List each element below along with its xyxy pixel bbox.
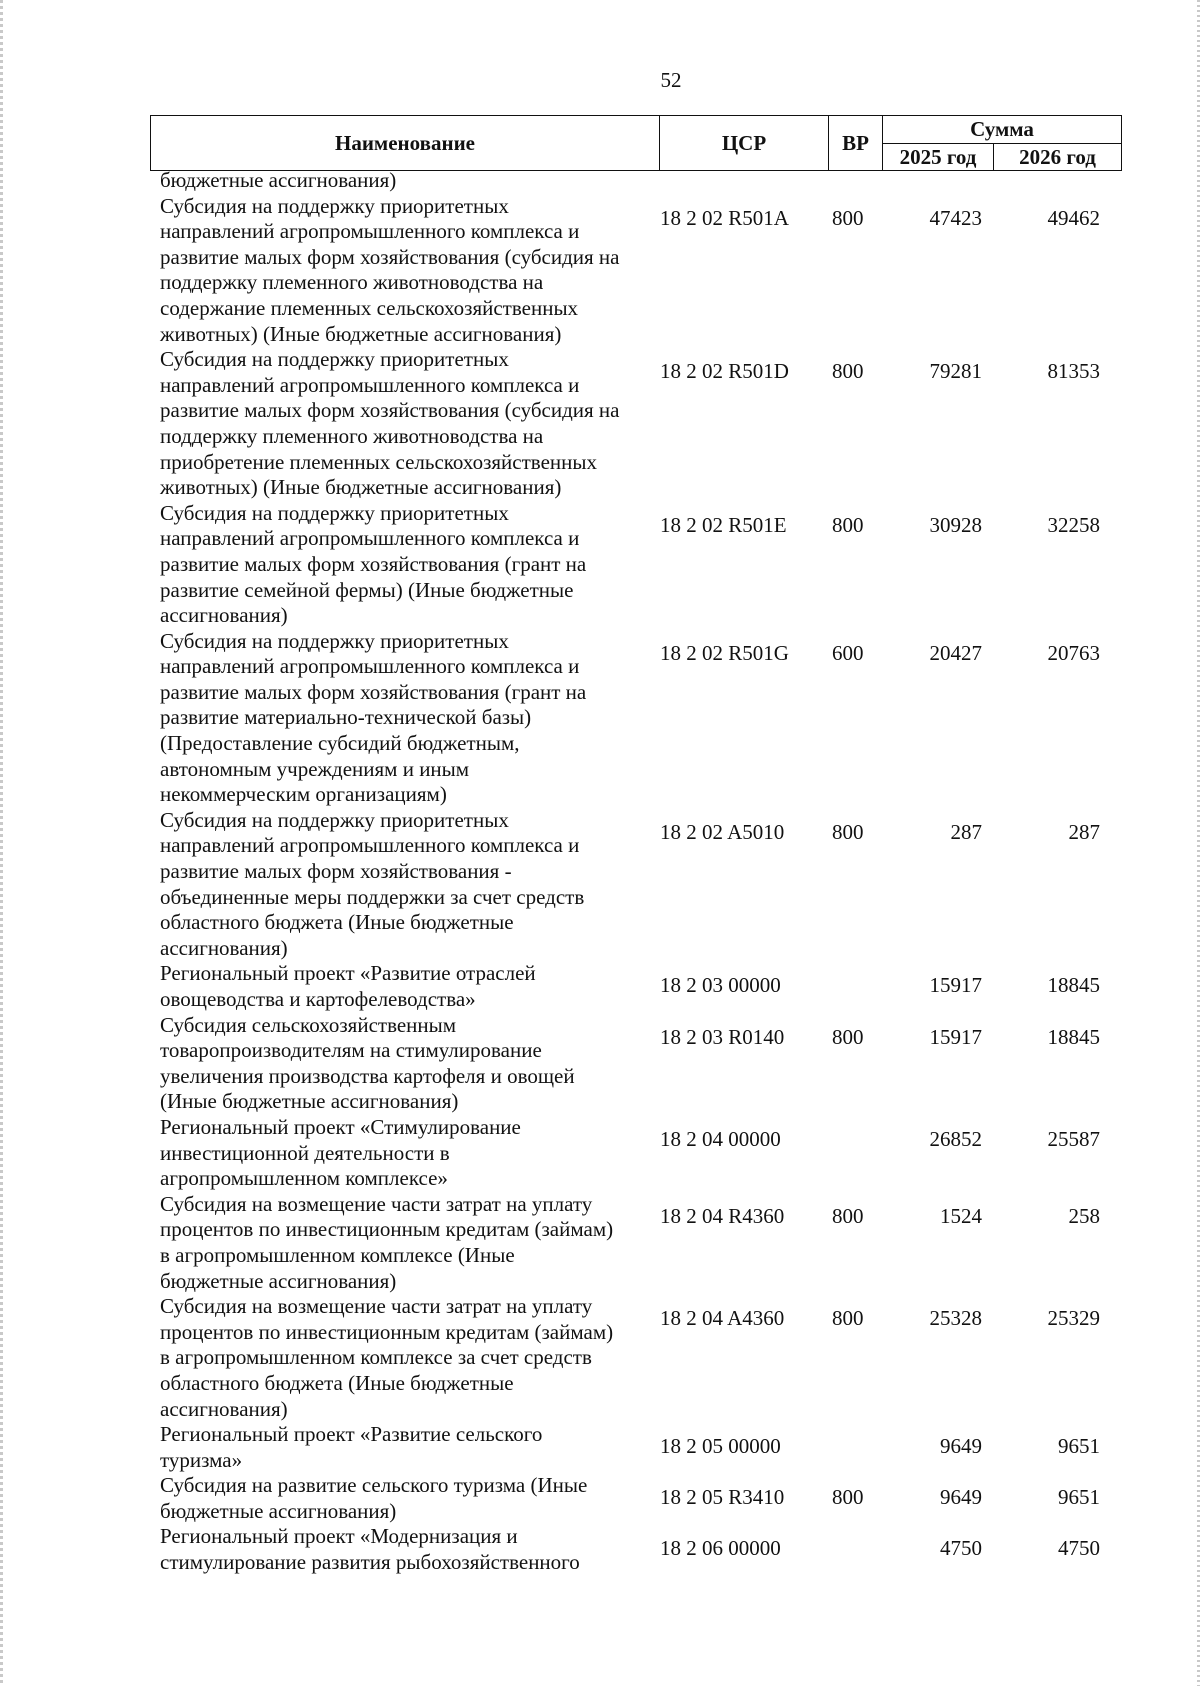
table-row <box>150 961 1120 1012</box>
row-amount-2026: 20763 <box>1047 640 1100 665</box>
row-amount-2025: 287 <box>950 819 982 844</box>
table-row <box>150 808 1120 962</box>
row-amount-2025: 25328 <box>929 1306 982 1331</box>
row-amount-2025: 15917 <box>929 1024 982 1049</box>
row-amount-2025: 9649 <box>940 1434 982 1459</box>
table-row <box>150 1013 1120 1115</box>
row-name: Региональный проект «Развитие отраслей овощеводства и картофелеводства» <box>160 961 536 1011</box>
table-row <box>150 1192 1120 1294</box>
row-amount-2025: 4750 <box>940 1536 982 1561</box>
row-amount-2026: 49462 <box>1047 205 1100 230</box>
row-vr-code <box>826 1524 876 1536</box>
row-vr-code <box>826 1422 876 1434</box>
row-amount-2026: 9651 <box>1058 1485 1100 1510</box>
row-csr-code: 18 2 04 R4360 <box>660 1203 785 1228</box>
row-amount-2025: 79281 <box>929 359 982 384</box>
row-csr-code: 18 2 05 R3410 <box>660 1485 785 1510</box>
continued-text: бюджетные ассигнования) <box>160 168 397 192</box>
row-amount-2026: 287 <box>1068 819 1100 844</box>
header-sum: Сумма <box>883 116 1122 144</box>
row-vr-code: 600 <box>832 640 864 665</box>
row-name: Субсидия на поддержку приоритетных направлений агропромышленного комплекса и развитие малых форм хозяйствования (грант на развитие материально-технической базы) (Предоставление субсидий бюджетным, автономным учреждениям и иным некоммерческим организациям) <box>160 628 587 807</box>
table-row <box>150 1473 1120 1524</box>
page-number: 52 <box>660 68 682 92</box>
row-name: Субсидия на развитие сельского туризма (Иные бюджетные ассигнования) <box>160 1473 588 1523</box>
row-name: Субсидия на поддержку приоритетных направлений агропромышленного комплекса и развитие малых форм хозяйствования (субсидия на поддержку племенного животноводства на содержание племенных сельскохозяйственных животных) (Иные бюджетные ассигнования) <box>160 193 620 346</box>
row-amount-2025: 1524 <box>940 1203 982 1228</box>
row-amount-2026: 9651 <box>1058 1434 1100 1459</box>
header-csr: ЦСР <box>660 116 829 171</box>
row-csr-code: 18 2 04 00000 <box>660 1126 781 1151</box>
row-name: Субсидия на поддержку приоритетных направлений агропромышленного комплекса и развитие малых форм хозяйствования (субсидия на поддержку племенного животноводства на приобретение племенных сельскохозяйственных животных) (Иные бюджетные ассигнования) <box>160 347 620 500</box>
table-row <box>150 1524 1120 1575</box>
row-vr-code: 800 <box>832 512 864 537</box>
row-csr-code: 18 2 04 A4360 <box>660 1306 785 1331</box>
row-amount-2026: 18845 <box>1047 1024 1100 1049</box>
row-vr-code: 800 <box>832 1203 864 1228</box>
row-vr-code: 800 <box>832 1485 864 1510</box>
row-csr-code: 18 2 03 R0140 <box>660 1024 785 1049</box>
table-row <box>150 629 1120 808</box>
row-csr-code: 18 2 02 R501A <box>660 205 789 230</box>
row-amount-2025: 9649 <box>940 1485 982 1510</box>
table-body <box>150 168 1120 1576</box>
row-amount-2026: 25587 <box>1047 1126 1100 1151</box>
row-csr-code: 18 2 03 00000 <box>660 973 781 998</box>
row-amount-2026: 18845 <box>1047 973 1100 998</box>
row-name: Региональный проект «Модернизация и стимулирование развития рыбохозяйственного <box>160 1524 580 1575</box>
row-amount-2025: 15917 <box>929 973 982 998</box>
row-csr-code: 18 2 05 00000 <box>660 1434 781 1459</box>
row-csr-code: 18 2 02 A5010 <box>660 819 785 844</box>
row-vr-code <box>826 1115 876 1127</box>
row-name: Субсидия сельскохозяйственным товаропроизводителям на стимулирование увеличения производства картофеля и овощей (Иные бюджетные ассигнования) <box>160 1012 575 1114</box>
row-csr-code: 18 2 06 00000 <box>660 1536 781 1561</box>
table-row <box>150 1422 1120 1473</box>
row-name: Субсидия на поддержку приоритетных направлений агропромышленного комплекса и развитие малых форм хозяйствования - объединенные меры поддержки за счет средств областного бюджета (Иные бюджетные ассигнования) <box>160 807 585 960</box>
scan-edge-left <box>0 0 3 1686</box>
row-amount-2026: 258 <box>1068 1203 1100 1228</box>
row-name: Субсидия на поддержку приоритетных направлений агропромышленного комплекса и развитие малых форм хозяйствования (грант на развитие семейной фермы) (Иные бюджетные ассигнования) <box>160 500 587 628</box>
row-amount-2025: 47423 <box>929 205 982 230</box>
table-row <box>150 501 1120 629</box>
row-vr-code: 800 <box>832 359 864 384</box>
table-row <box>150 194 1120 348</box>
row-amount-2026: 32258 <box>1047 512 1100 537</box>
row-amount-2026: 25329 <box>1047 1306 1100 1331</box>
header-name: Наименование <box>151 116 660 171</box>
table-row <box>150 347 1120 501</box>
row-name: Субсидия на возмещение части затрат на уплату процентов по инвестиционным кредитам (займам) в агропромышленном комплексе за счет средств областного бюджета (Иные бюджетные ассигнования) <box>160 1294 614 1421</box>
row-vr-code: 800 <box>832 819 864 844</box>
row-amount-2026: 81353 <box>1047 359 1100 384</box>
row-vr-code <box>826 961 876 973</box>
row-amount-2025: 20427 <box>929 640 982 665</box>
row-amount-2025: 26852 <box>929 1126 982 1151</box>
row-name: Субсидия на возмещение части затрат на уплату процентов по инвестиционным кредитам (займам) в агропромышленном комплексе (Иные бюджетные ассигнования) <box>160 1191 614 1293</box>
table-row <box>150 1294 1120 1422</box>
row-csr-code: 18 2 02 R501E <box>660 512 787 537</box>
header-year-2025: 2025 год <box>883 144 994 171</box>
header-year-2026: 2026 год <box>994 144 1122 171</box>
header-vr: ВР <box>829 116 883 171</box>
row-amount-2025: 30928 <box>929 512 982 537</box>
row-amount-2026: 4750 <box>1058 1536 1100 1561</box>
table-row <box>150 1115 1120 1192</box>
row-name: Региональный проект «Развитие сельского туризма» <box>160 1422 543 1472</box>
row-vr-code: 800 <box>832 205 864 230</box>
row-vr-code: 800 <box>832 1024 864 1049</box>
row-name: Региональный проект «Стимулирование инвестиционной деятельности в агропромышленном комплексе» <box>160 1114 521 1191</box>
row-csr-code: 18 2 02 R501G <box>660 640 789 665</box>
row-vr-code: 800 <box>832 1306 864 1331</box>
table-header <box>150 115 1122 171</box>
row-csr-code: 18 2 02 R501D <box>660 359 789 384</box>
